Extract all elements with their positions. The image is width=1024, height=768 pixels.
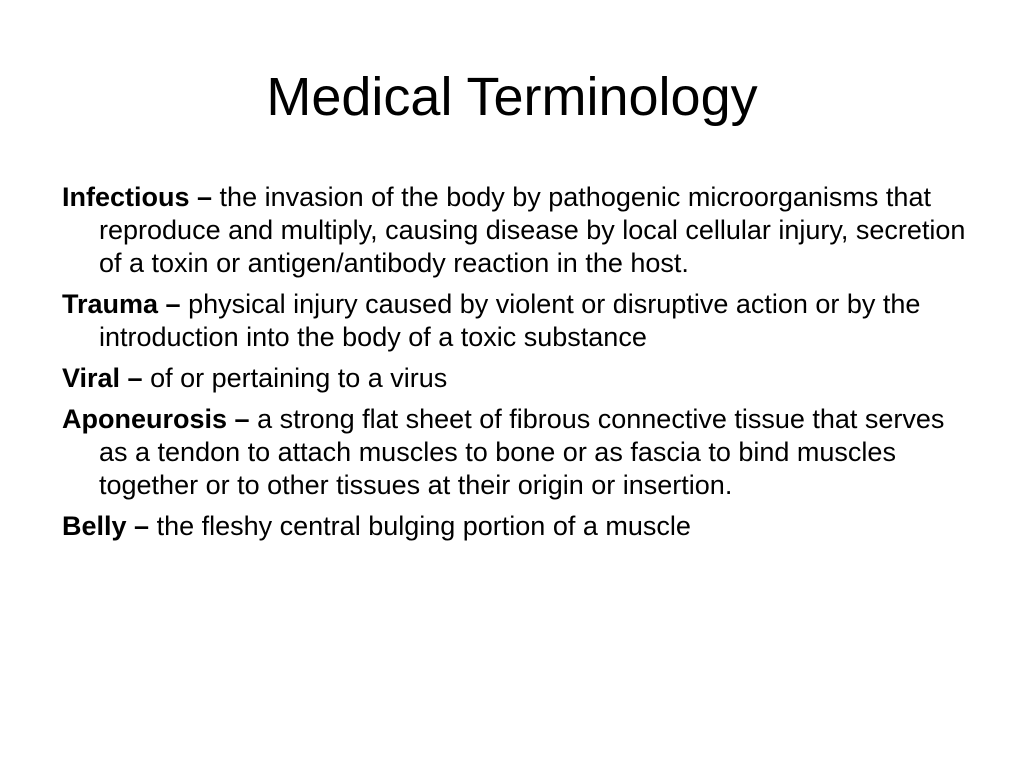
term-list xyxy=(62,181,972,551)
term-name: Aponeurosis – xyxy=(62,404,250,434)
term-item-trauma xyxy=(62,288,972,354)
term-item-aponeurosis xyxy=(62,403,972,502)
term-definition: the fleshy central bulging portion of a muscle xyxy=(156,511,691,541)
term-name: Trauma – xyxy=(62,289,181,319)
slide-title: Medical Terminology xyxy=(266,67,758,127)
term-name: Infectious – xyxy=(62,182,213,212)
term-name: Belly – xyxy=(62,511,150,541)
term-item-belly xyxy=(62,510,972,543)
term-name: Viral – xyxy=(62,363,143,393)
term-definition: a strong flat sheet of fibrous connective tissue that serves as a tendon to attach muscles to bone or as fascia to bind muscles together or to other tissues at their origin or insertion. xyxy=(99,404,945,500)
term-item-infectious xyxy=(62,181,972,280)
term-definition: the invasion of the body by pathogenic microorganisms that reproduce and multiply, causing disease by local cellular injury, secretion of a toxin or antigen/antibody reaction in the host. xyxy=(99,182,966,278)
term-item-viral xyxy=(62,362,972,395)
term-definition: physical injury caused by violent or disruptive action or by the introduction into the body of a toxic substance xyxy=(99,289,921,352)
term-definition: of or pertaining to a virus xyxy=(150,363,448,393)
